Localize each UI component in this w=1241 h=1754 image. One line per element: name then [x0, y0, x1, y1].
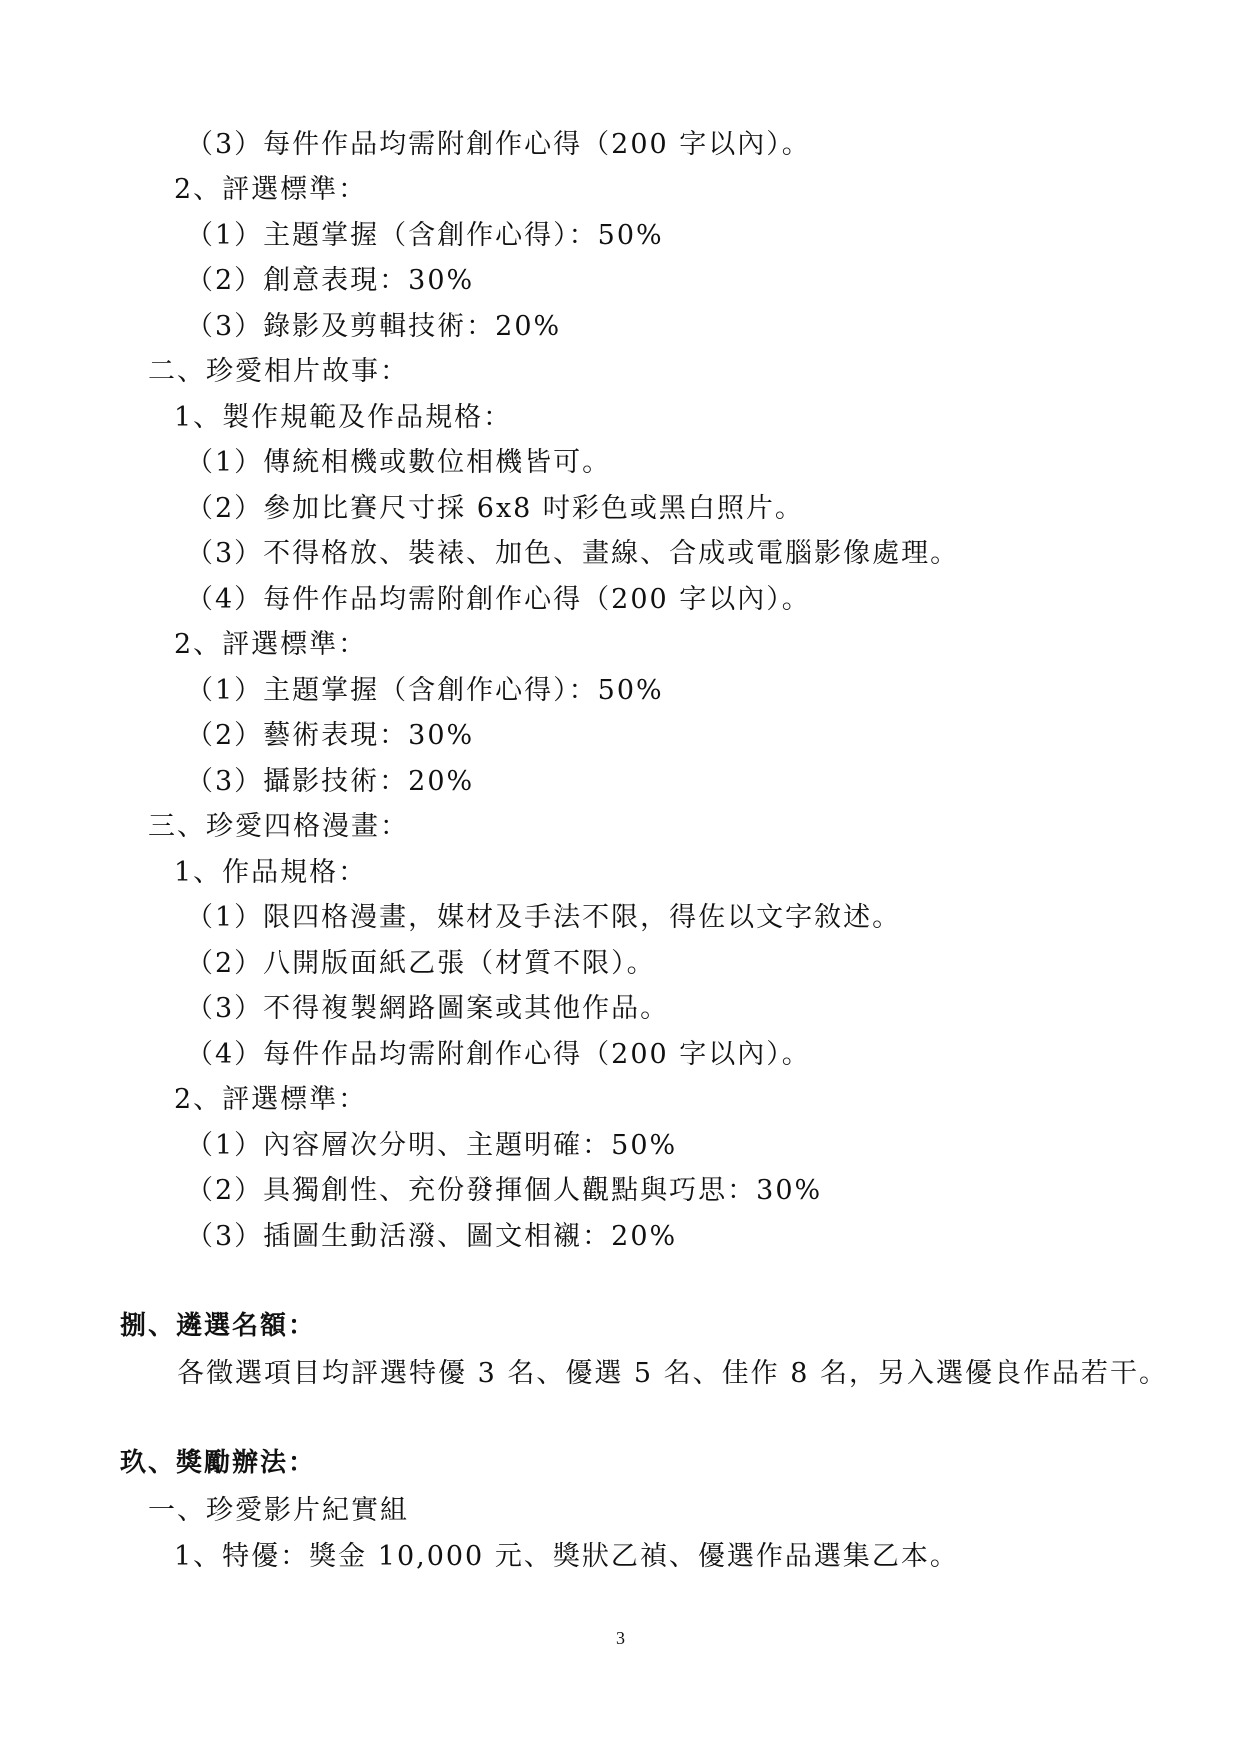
- chapter-heading: 玖、獎勵辦法：: [120, 1448, 317, 1478]
- sub-heading: 1、製作規範及作品規格：: [174, 402, 513, 433]
- text-line: （3）每件作品均需附創作心得（200 字以內）。: [186, 129, 811, 160]
- text-line: （3）攝影技術：20%: [186, 766, 475, 797]
- text-line: （3）錄影及剪輯技術：20%: [186, 311, 562, 342]
- text-line: （3）不得複製網路圖案或其他作品。: [186, 993, 670, 1024]
- text-line: （1）限四格漫畫，媒材及手法不限，得佐以文字敘述。: [186, 902, 902, 933]
- text-line: （2）具獨創性、充份發揮個人觀點與巧思：30%: [186, 1175, 823, 1206]
- text-line: （3）插圖生動活潑、圖文相襯：20%: [186, 1221, 678, 1252]
- text-line: （1）傳統相機或數位相機皆可。: [186, 447, 612, 478]
- text-line: （2）藝術表現：30%: [186, 720, 475, 751]
- text-line: （2）八開版面紙乙張（材質不限）。: [186, 948, 656, 979]
- page-number: 3: [616, 1628, 625, 1648]
- paragraph: 各徵選項目均評選特優 3 名、優選 5 名、佳作 8 名，另入選優良作品若干。: [177, 1358, 1169, 1389]
- section-heading: 二、珍愛相片故事：: [148, 356, 409, 387]
- section-heading: 一、珍愛影片紀實組: [148, 1495, 409, 1526]
- sub-heading: 2、評選標準：: [174, 174, 368, 205]
- text-line: （2）參加比賽尺寸採 6x8 吋彩色或黑白照片。: [186, 493, 804, 524]
- sub-heading: 1、作品規格：: [174, 857, 368, 888]
- text-line: （2）創意表現：30%: [186, 265, 475, 296]
- text-line: （4）每件作品均需附創作心得（200 字以內）。: [186, 1039, 811, 1070]
- text-line: （1）內容層次分明、主題明確：50%: [186, 1130, 678, 1161]
- text-line: 1、特優：獎金 10,000 元、獎狀乙禎、優選作品選集乙本。: [174, 1541, 959, 1572]
- text-line: （3）不得格放、裝裱、加色、畫線、合成或電腦影像處理。: [186, 538, 960, 569]
- chapter-heading: 捌、遴選名額：: [120, 1311, 317, 1341]
- text-line: （1）主題掌握（含創作心得）：50%: [186, 675, 664, 706]
- sub-heading: 2、評選標準：: [174, 629, 368, 660]
- sub-heading: 2、評選標準：: [174, 1084, 368, 1115]
- text-line: （1）主題掌握（含創作心得）：50%: [186, 220, 664, 251]
- text-line: （4）每件作品均需附創作心得（200 字以內）。: [186, 584, 811, 615]
- section-heading: 三、珍愛四格漫畫：: [148, 811, 409, 842]
